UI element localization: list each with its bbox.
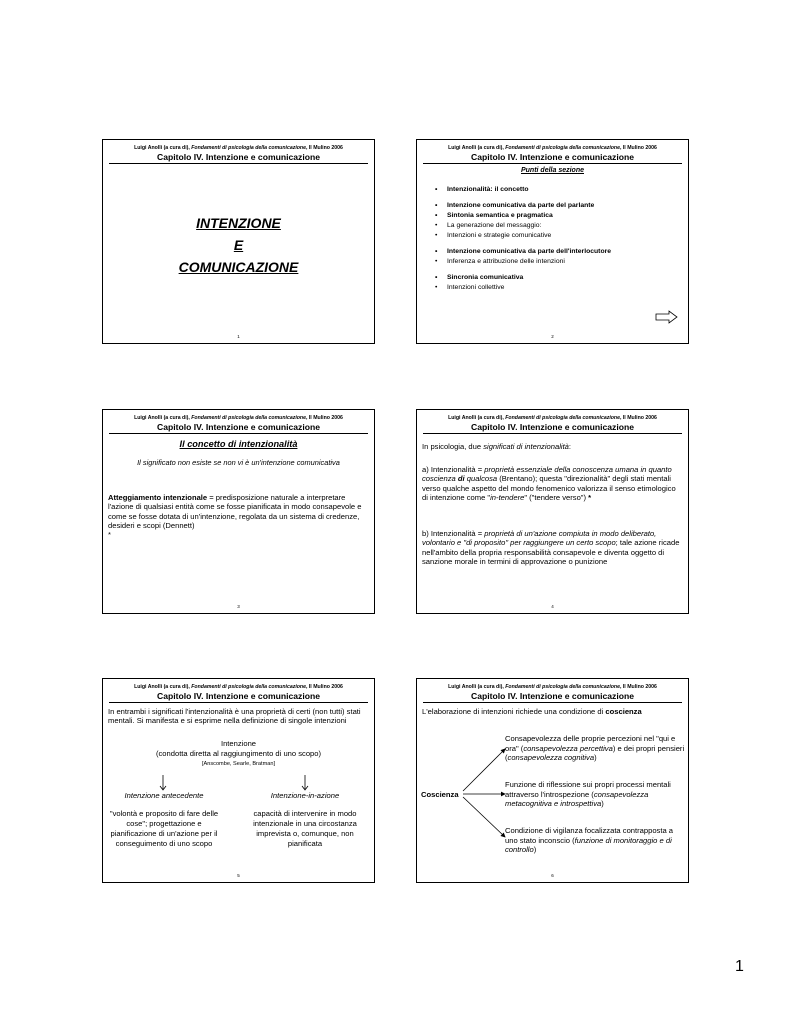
slide-header bbox=[109, 145, 368, 164]
antecedent-intention bbox=[105, 791, 223, 849]
arrow-down-icon bbox=[159, 775, 167, 791]
author-line: Luigi Anolli (a cura di), Fondamenti di psicologia della comunicazione, Il Mulino 2006 bbox=[448, 415, 657, 421]
author-line: Luigi Anolli (a cura di), Fondamenti di psicologia della comunicazione, Il Mulino 2006 bbox=[134, 415, 343, 421]
chapter-title: Capitolo IV. Intenzione e comunicazione bbox=[471, 691, 634, 701]
in-action-desc: capacità di intervenire in modo intenzionale in una circostanza imprevista o, comunque, non pianificata bbox=[253, 809, 357, 848]
author-line: Luigi Anolli (a cura di), Fondamenti di psicologia della comunicazione, Il Mulino 2006 bbox=[448, 145, 657, 151]
header-rule bbox=[423, 433, 682, 434]
slide-4 bbox=[416, 409, 689, 614]
list-item: • Sincronia comunicativa bbox=[435, 273, 682, 283]
section-title: Punti della sezione bbox=[520, 167, 584, 174]
branch-2: Funzione di riflessione sui propri processi mentali attraverso l'introspezione (consapevolezza metacognitiva e introspettiva) bbox=[505, 780, 671, 808]
in-action-label: Intenzione-in-azione bbox=[270, 791, 340, 800]
antecedent-desc: "volontà e proposito di fare delle cose"; progettazione e pianificazione di un'azione per il conseguimento di uno scopo bbox=[109, 809, 219, 848]
footnote-star: * bbox=[108, 530, 111, 540]
slide-2 bbox=[416, 139, 689, 344]
intro-text: L'elaborazione di intenzioni richiede una condizione di coscienza bbox=[422, 707, 642, 716]
chapter-title: Capitolo IV. Intenzione e comunicazione bbox=[471, 152, 634, 162]
chapter-title: Capitolo IV. Intenzione e comunicazione bbox=[157, 422, 320, 432]
section-list bbox=[435, 185, 682, 293]
slide-number: 2 bbox=[551, 334, 554, 339]
meaning-b: b) Intenzionalità = proprietà di un'azione compiuta in modo deliberato, volontario e "di proposito" per raggiungere un certo scopo; tale azione ricade nell'ambito della propria responsabilità consapevole e diventa oggetto di sanzione morale in termini di approvazione o punizione bbox=[422, 529, 680, 566]
list-item: • Intenzioni e strategie comunicative bbox=[435, 231, 682, 241]
author-line: Luigi Anolli (a cura di), Fondamenti di psicologia della comunicazione, Il Mulino 2006 bbox=[134, 684, 343, 690]
intro-text: In psicologia, due significati di intenzionalità: bbox=[422, 442, 572, 451]
list-item: • Intenzione comunicativa da parte dell'interlocutore bbox=[435, 247, 682, 257]
slide-subtitle: Il significato non esiste se non vi è un'intenzione comunicativa bbox=[137, 458, 340, 467]
header-rule bbox=[109, 433, 368, 434]
arrow-down-icon bbox=[301, 775, 309, 791]
intention-in-action bbox=[243, 791, 367, 849]
slide-number: 6 bbox=[551, 873, 554, 878]
author-line: Luigi Anolli (a cura di), Fondamenti di psicologia della comunicazione, Il Mulino 2006 bbox=[448, 684, 657, 690]
page-number: 1 bbox=[735, 958, 744, 975]
intention-references: [Anscombe, Searle, Bratman] bbox=[201, 761, 276, 767]
list-item: • Intenzionalità: il concetto bbox=[435, 185, 682, 195]
author-line: Luigi Anolli (a cura di), Fondamenti di psicologia della comunicazione, Il Mulino 2006 bbox=[134, 145, 343, 151]
next-arrow-icon bbox=[655, 310, 679, 324]
list-item: • Inferenza e attribuzione delle intenzioni bbox=[435, 257, 682, 267]
header-rule bbox=[109, 702, 368, 703]
slide-number: 4 bbox=[551, 604, 554, 609]
slide-title: INTENZIONE E COMUNICAZIONE bbox=[178, 215, 299, 275]
list-item: • La generazione del messaggio: bbox=[435, 221, 682, 231]
root-concept: Coscienza bbox=[421, 790, 459, 799]
slide-6 bbox=[416, 678, 689, 883]
slide-number: 3 bbox=[237, 604, 240, 609]
antecedent-label: Intenzione antecedente bbox=[124, 791, 204, 800]
slide-number: 5 bbox=[237, 873, 240, 878]
intention-title: Intenzione bbox=[220, 739, 257, 748]
slide-title: Il concetto di intenzionalità bbox=[179, 439, 298, 449]
slide-1 bbox=[102, 139, 375, 344]
list-item: • Sintonia semantica e pragmatica bbox=[435, 211, 682, 221]
slide-number: 1 bbox=[237, 334, 240, 339]
intention-subtitle: (condotta diretta al raggiungimento di uno scopo) bbox=[155, 749, 322, 758]
intention-definition bbox=[123, 739, 354, 769]
slide-header bbox=[109, 684, 368, 703]
definition-text: Atteggiamento intenzionale = predisposizione naturale a interpretare l'azione di qualsiasi entità come se fosse pianificata in modo consapevole e come se fosse dotata di un'intenzione, regolata da un sistema di credenze, desideri e scopi (Dennett) * bbox=[108, 493, 362, 540]
branch-3: Condizione di vigilanza focalizzata contrapposta a uno stato inconscio (funzione di monitoraggio e di controllo) bbox=[505, 826, 674, 854]
slide-5 bbox=[102, 678, 375, 883]
slide-header bbox=[423, 145, 682, 164]
list-item: • Intenzione comunicativa da parte del parlante bbox=[435, 201, 682, 211]
definition-term: Atteggiamento intenzionale bbox=[108, 493, 208, 502]
chapter-title: Capitolo IV. Intenzione e comunicazione bbox=[471, 422, 634, 432]
header-rule bbox=[109, 163, 368, 164]
slide-header bbox=[423, 415, 682, 434]
slide-header bbox=[109, 415, 368, 434]
chapter-title: Capitolo IV. Intenzione e comunicazione bbox=[157, 152, 320, 162]
branch-1: Consapevolezza delle proprie percezioni nel "qui e ora" (consapevolezza percettiva) e dei propri pensieri (consapevolezza cognitiva) bbox=[505, 734, 685, 762]
meaning-a: a) Intenzionalità = proprietà essenziale della conoscenza umana in quanto coscienza di qualcosa (Brentano); questa "direzionalità" degli stati mentali verso qualche aspetto del mondo fenomenico valorizza il senso etimologico di intenzione come "in-tendere" ("tendere verso") * bbox=[422, 465, 676, 502]
chapter-title: Capitolo IV. Intenzione e comunicazione bbox=[157, 691, 320, 701]
list-item: • Intenzioni collettive bbox=[435, 283, 682, 293]
header-rule bbox=[423, 163, 682, 164]
intro-text: In entrambi i significati l'intenzionalità è una proprietà di certi (non tutti) stati mentali. Si manifesta e si esprime nella definizione di singole intenzioni bbox=[108, 707, 361, 726]
slide-3 bbox=[102, 409, 375, 614]
